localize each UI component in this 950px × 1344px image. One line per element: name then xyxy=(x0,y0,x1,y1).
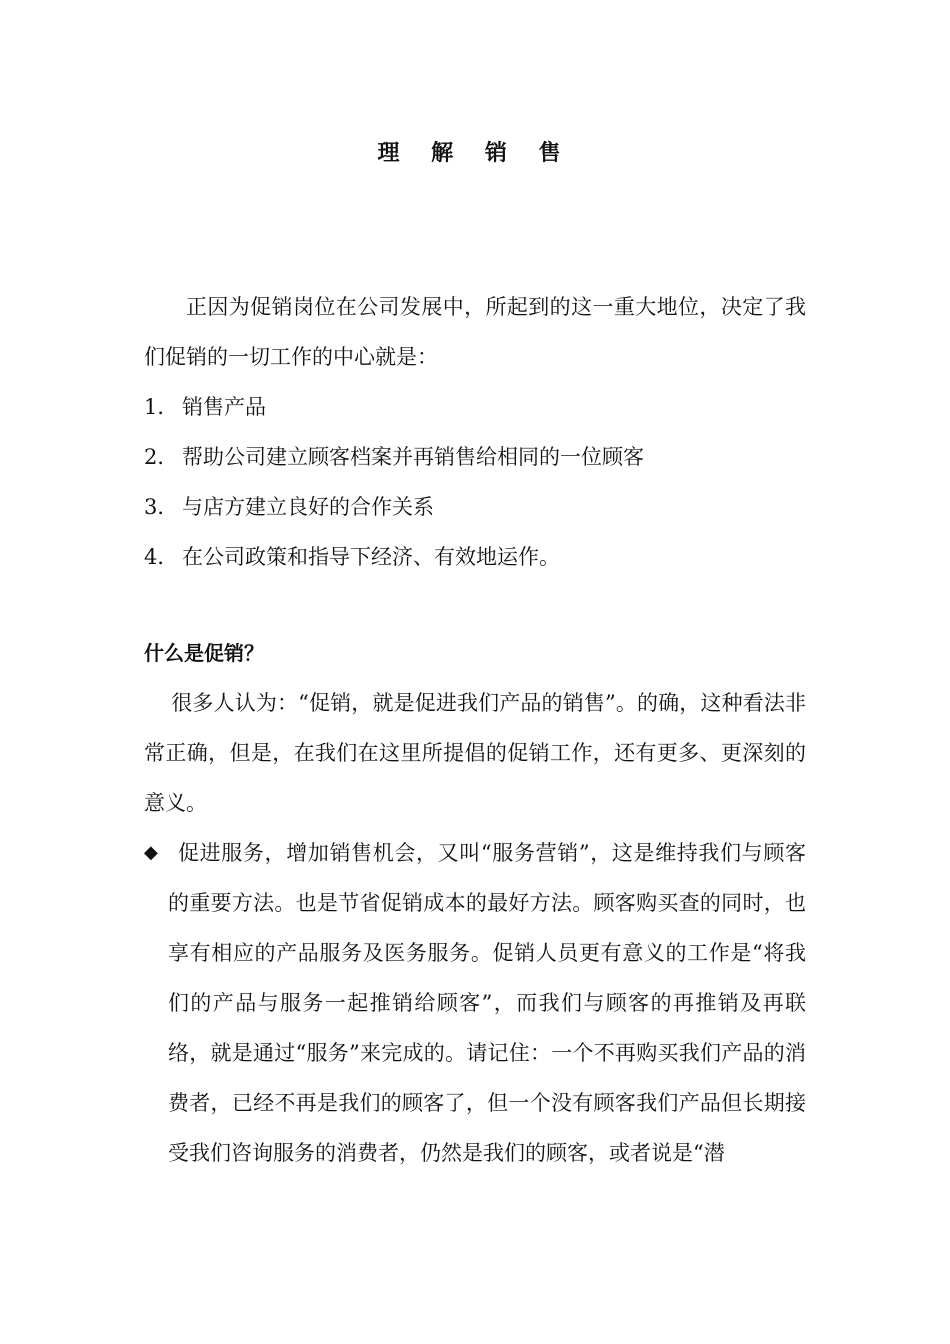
document-title: 理 解 销 售 xyxy=(377,140,573,166)
diamond-bullet-icon: ◆ xyxy=(144,842,158,863)
list-item-number: 4． xyxy=(144,545,179,569)
list-item-number: 2． xyxy=(144,445,179,469)
list-item-text: 帮助公司建立顾客档案并再销售给相同的一位顾客 xyxy=(182,445,644,469)
intro-paragraph: 正因为促销岗位在公司发展中，所起到的这一重大地位，决定了我们促销的一切工作的中心就是： xyxy=(144,295,806,369)
duty-list xyxy=(144,382,806,582)
section-paragraph: 很多人认为：“促销，就是促进我们产品的销售”。的确，这种看法非常正确，但是，在我们在这里所提倡的促销工作，还有更多、更深刻的意义。 xyxy=(144,691,806,815)
list-item-text: 在公司政策和指导下经济、有效地运作。 xyxy=(182,545,560,569)
list-item xyxy=(144,482,806,532)
list-item-text: 与店方建立良好的合作关系 xyxy=(182,495,434,519)
list-item xyxy=(144,382,806,432)
list-item-number: 3． xyxy=(144,495,179,519)
list-item-text: 销售产品 xyxy=(182,395,266,419)
document-body xyxy=(144,282,806,1178)
section-spacer xyxy=(144,582,806,628)
list-item-number: 1． xyxy=(144,395,179,419)
bullet-text: 促进服务，增加销售机会，又叫“服务营销”，这是维持我们与顾客的重要方法。也是节省促销成本的最好方法。顾客购买查的同时，也享有相应的产品服务及医务服务。促销人员更有意义的工作是“将我们的产品与服务一起推销给顾客”，而我们与顾客的再推销及再联络，就是通过“服务”来完成的。请记住：一个不再购买我们产品的消费者，已经不再是我们的顾客了，但一个没有顾客我们产品但长期接受我们咨询服务的消费者，仍然是我们的顾客，或者说是“潜 xyxy=(168,841,806,1165)
section-heading: 什么是促销？ xyxy=(144,641,264,665)
list-item xyxy=(144,432,806,482)
bullet-item xyxy=(144,828,806,1178)
list-item xyxy=(144,532,806,582)
